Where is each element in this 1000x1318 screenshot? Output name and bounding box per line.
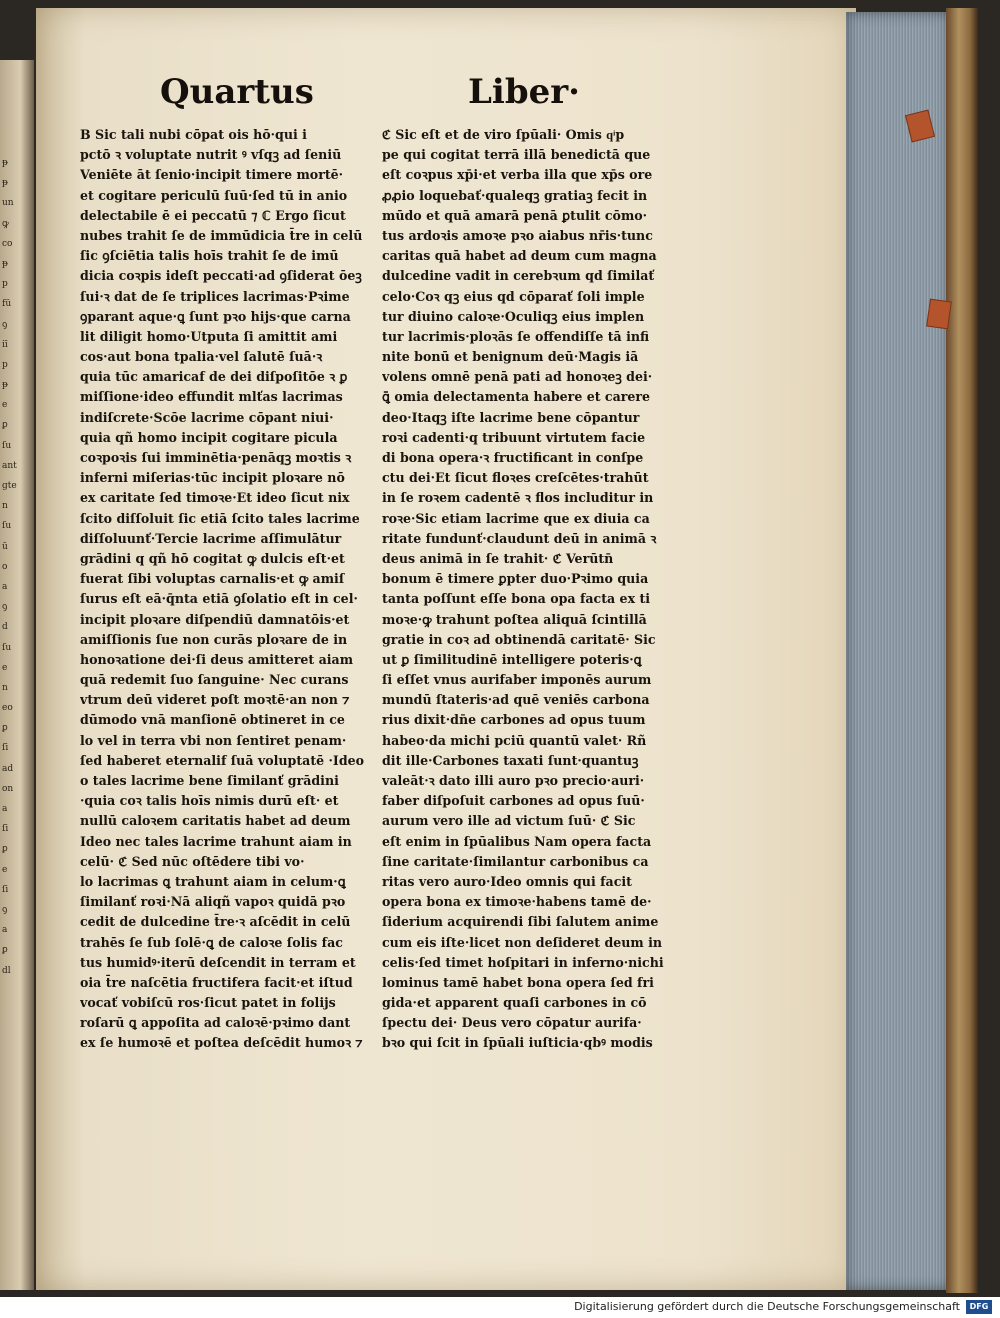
previous-page-fragment: ſi — [2, 824, 9, 835]
previous-page-fragment: ꝯ — [2, 904, 8, 915]
text-line: amiſſionis ſue non curās ploꝛare de in — [80, 631, 348, 647]
text-line: ſine caritate·ſimilantur carbonibus ca — [382, 853, 649, 869]
text-line: mūdo et quā amarā penā ꝑtulit cōmo· — [382, 207, 648, 223]
previous-page-fragment: ᵽ — [2, 178, 8, 189]
previous-page-fragment: ꝑ — [2, 420, 8, 431]
text-line: mundū ſtateris·ad quē veniēs carbona — [382, 692, 650, 708]
text-line: B Sic tali nubi cōpat ois hō·qui i — [80, 127, 307, 142]
text-line: ex ſe humoꝛē et poſtea deſcēdit humoꝛ ⁊ — [80, 1035, 363, 1051]
previous-page-fragment: ſu — [2, 440, 12, 451]
previous-page-fragment: ꝑ — [2, 723, 8, 734]
text-line: inferni miſerias·tūc incipit ploꝛare nō — [80, 470, 345, 486]
text-line: roꝛe·Sic etiam lacrime que ex diuia ca — [382, 510, 650, 526]
previous-page-fragment: un — [2, 198, 14, 209]
previous-page-fragment: ᵽ — [2, 158, 8, 168]
previous-page-fragment: e — [2, 864, 8, 875]
text-line: tur diuino caloꝛe·Oculiqꝫ eius implen — [382, 308, 645, 324]
previous-page-fragment: ꝑ — [2, 844, 8, 855]
text-line: honoꝛatione dei·ſi deus amitteret aiam — [80, 651, 354, 667]
previous-page-edge — [0, 60, 34, 1290]
text-line: roꝛi cadenti·q tribuunt virtutem facie — [382, 429, 646, 445]
text-line: di bona opera·ꝛ fructificant in conſpe — [382, 450, 644, 465]
text-line: tus humidꝰ·iterū deſcendit in terram et — [80, 954, 356, 970]
text-line: incipit ploꝛare diſpendiū damnatōis·et — [80, 611, 350, 627]
text-line: ut ꝑ ſimilitudinē intelligere poteris·ꝗ — [382, 651, 642, 667]
bookmark-tab — [926, 299, 952, 330]
text-line: moꝛe·ꝙ trahunt poſtea aliquā ſcintillā — [382, 611, 647, 627]
previous-page-fragment: eo — [2, 703, 13, 714]
text-line: ſed haberet eternalif ſuā voluptatē ·Ideo — [80, 752, 365, 768]
text-line: rius dixit·dn̄e carbones ad opus tuum — [382, 712, 646, 728]
text-line: ꝓꝓio loquebať·qualeqꝫ gratiaꝫ fecit in — [382, 187, 648, 203]
previous-page-fragment: n — [2, 501, 8, 512]
text-line: celo·Coꝛ qꝫ eius qd cōparať ſoli imple — [382, 288, 645, 304]
previous-page-fragment: ad — [2, 763, 14, 774]
text-line: in ſe roꝛem cadentē ꝛ flos includitur in — [382, 490, 654, 506]
text-line: dulcedine vadit in cerebꝛum qd ſimilať — [382, 268, 655, 284]
text-line: ꝗ̄ omia delectamenta habere et carere — [382, 389, 651, 405]
text-line: cum eis iſte·licet non deſideret deum in — [382, 934, 663, 950]
text-line: oia t̄re naſcētia fructifera facit·et iſtud — [80, 974, 353, 990]
previous-page-fragment: ſi — [2, 743, 9, 754]
text-line: ritate fundunť·claudunt deū in animā ꝛ — [382, 530, 657, 546]
previous-page-fragment: ſi — [2, 884, 9, 895]
text-line: nubes trahit ſe de immūdicia t̄re in celū — [80, 227, 363, 243]
previous-page-fragment: ſu — [2, 642, 12, 653]
text-line: gida·et apparent quaſi carbones in cō — [382, 995, 647, 1011]
previous-page-fragment: a — [2, 581, 8, 592]
text-line: pctō ꝛ voluptate nutrit ꝰ vſqꝫ ad ſeniū — [80, 147, 342, 163]
text-line: ſiderium acquirendi ſibi ſalutem anime — [382, 914, 659, 930]
text-line: tanta poſſunt eſſe bona opa facta ex ti — [382, 591, 651, 607]
text-line: valeāt·ꝛ dato illi auro pꝛo precio·auri· — [382, 773, 645, 788]
previous-page-fragment: on — [2, 783, 14, 794]
text-line: gratie in coꝛ ad obtinendā caritatē· Sic — [382, 631, 656, 647]
page-block-edge — [846, 12, 950, 1290]
text-line: fuerat ſibi voluptas carnalis·et ꝙ amiſ — [80, 571, 345, 587]
text-line: quā redemit ſuo ſanguine· Nec curans — [80, 672, 349, 688]
text-line: tur lacrimis·ploꝛās ſe offendiſſe tā infi — [382, 328, 650, 344]
previous-page-fragment: ꝑ — [2, 945, 8, 956]
text-line: trahēs ſe ſub ſolē·ꝗ de caloꝛe ſolis fac — [80, 934, 343, 950]
previous-page-fragment: gte — [2, 481, 17, 491]
text-line: ꝯparant aque·ꝗ ſunt pꝛo hijs·que carna — [80, 308, 351, 324]
text-line: ex caritate ſed timoꝛe·Et ideo ſicut nix — [80, 490, 350, 506]
text-line: celis·ſed timet hoſpitari in inferno·nichi — [382, 954, 664, 970]
previous-page-fragment: ſu — [2, 521, 12, 532]
text-line: coꝛpoꝛis ſui imminētia·penāqꝫ moꝛtis ꝛ — [80, 450, 352, 465]
text-line: aurum vero ille ad victum ſuū· ℭ Sic — [382, 813, 636, 829]
previous-page-fragment: a — [2, 804, 8, 814]
text-line: ſpectu dei· Deus vero cōpatur aurifa· — [382, 1015, 642, 1031]
text-line: dicia coꝛpis ideſt peccati·ad ꝯſiderat ōeꝫ — [80, 268, 362, 284]
text-line: deo·Itaqꝫ iſte lacrime bene cōpantur — [382, 409, 640, 425]
previous-page-fragment: e — [2, 662, 8, 673]
text-line: quia tūc amaricaf de dei diſpoſitōe ꝛ ꝑ — [80, 369, 348, 385]
text-line: ſi eſſet vnus aurifaber imponēs aurum — [382, 672, 652, 688]
text-line: lo lacrimas ꝗ trahunt aiam in celum·ꝗ — [80, 873, 346, 889]
text-line: dit ille·Carbones taxati ſunt·quantuꝫ — [382, 752, 639, 768]
footer-bar — [0, 1297, 1000, 1318]
previous-page-fragment: ᵽ — [2, 380, 8, 391]
text-line: dūmodo vnā manſionē obtineret in ce — [80, 712, 345, 728]
text-line: ſurus eſt eā·q̄nta etiā ꝯſolatio eſt in cel· — [80, 591, 358, 607]
previous-page-fragment: ant — [2, 460, 17, 471]
text-line: faber diſpoſuit carbones ad opus ſuū· — [382, 793, 645, 809]
previous-page-fragment: ꝙ — [2, 218, 9, 229]
text-line: nullū caloꝛem caritatis habet ad deum — [80, 813, 351, 829]
text-line: lit diligit homo·Utputa ſi amittit ami — [80, 328, 338, 344]
previous-page-fragment: o — [2, 561, 8, 572]
text-line: ſimilanť roꝛi·Nā aliqñ vapoꝛ quidā pꝛo — [80, 894, 346, 910]
text-line: Veniēte āt ſenio·incipit timere mortē· — [80, 167, 344, 183]
text-line: quia qñ homo incipit cogitare picula — [80, 429, 338, 445]
text-line: vocať vobiſcū ros·ſicut patet in folijs — [80, 995, 336, 1011]
text-line: opera bona ex timoꝛe·habens tamē de· — [382, 894, 652, 910]
book-cover-edge — [946, 8, 978, 1293]
text-line: caritas quā habet ad deum cum magna — [382, 248, 657, 264]
dfg-logo: DFG — [966, 1300, 992, 1314]
previous-page-fragment: ū — [2, 541, 8, 552]
text-line: lo vel in terra vbi non ſentiret penam· — [80, 732, 347, 748]
text-line: ſcito diſſoluit ſic etiā ſcito tales lacrime — [80, 510, 360, 526]
text-line: bonum ē timere ꝑpter duo·Pꝛimo quia — [382, 571, 649, 587]
previous-page-fragment: co — [2, 238, 13, 249]
previous-page-fragment: iī — [2, 339, 8, 350]
text-line: ritas vero auro·Ideo omnis qui facit — [382, 873, 632, 889]
text-line: pe qui cogitat terrā illā benedictā que — [382, 147, 651, 163]
text-line: nite bonū et benignum deū·Magis iā — [382, 349, 639, 365]
text-line: ſui·ꝛ dat de ſe triplices lacrimas·Pꝛime — [80, 288, 350, 304]
text-line: delectabile ē ei peccatū ⁊ ℂ Ergo ſicut — [80, 207, 346, 223]
text-line: cos·aut bona tpalia·vel ſalutē ſuā·ꝛ — [80, 349, 323, 365]
previous-page-fragment: dl — [2, 965, 11, 976]
previous-page-fragment: ᵽ — [2, 258, 8, 269]
previous-page-fragment: fü — [2, 299, 12, 310]
previous-page-fragment: a — [2, 925, 8, 936]
digitization-credit: Digitalisierung gefördert durch die Deutsche Forschungsgemeinschaft — [574, 1300, 960, 1313]
text-line: roſarū ꝗ appoſita ad caloꝛē·pꝛimo dant — [80, 1015, 351, 1031]
text-line: ℭ Sic eſt et de viro ſpūali· Omis qͥp — [382, 127, 625, 142]
text-line: tus ardoꝛis amoꝛe pꝛo aiabus nr̄is·tunc — [382, 227, 653, 243]
text-line: deus animā in ſe trahit· ℭ Verūtn̄ — [382, 550, 614, 566]
text-line: eſt coꝛpus xp̄i·et verba illa que xp̄s ore — [382, 167, 653, 183]
running-header-right: Liber· — [468, 72, 580, 112]
text-line: lominus tamē habet bona opera ſed fri — [382, 974, 654, 990]
previous-page-fragment: ꝯ — [2, 319, 8, 330]
running-header-left: Quartus — [160, 72, 314, 112]
previous-page-fragment: p — [2, 359, 8, 370]
text-line: Ideo nec tales lacrime trahunt aiam in — [80, 833, 352, 849]
text-line: ·quia coꝛ talis hoīs nimis durū eſt· et — [80, 793, 339, 809]
text-line: o tales lacrime bene ſimilanť grādini — [80, 773, 339, 788]
previous-page-text — [2, 155, 32, 983]
text-line: bꝛo qui ſcit in ſpūali iuſticia·qbꝰ modis — [382, 1035, 653, 1051]
previous-page-fragment: n — [2, 682, 8, 693]
previous-page-fragment: p — [2, 279, 8, 290]
text-line: grādini q qñ hō cogitat ꝙ dulcis eſt·et — [80, 550, 345, 566]
text-line: indiſcrete·Scōe lacrime cōpant niui· — [80, 409, 334, 425]
text-line: miſſione·ideo effundit mlťas lacrimas — [80, 389, 343, 405]
previous-page-fragment: d — [2, 622, 8, 633]
text-line: diſſoluunť·Tercie lacrime aſſimulātur — [80, 530, 342, 546]
text-line: cedit de dulcedine t̄re·ꝛ aſcēdit in celū — [80, 914, 351, 930]
text-line: ctu dei·Et ſicut floꝛes creſcētes·trahūt — [382, 470, 649, 486]
text-line: celū· ℭ Sed nūc oſtēdere tibi vo· — [80, 853, 305, 869]
text-line: volens omnē penā pati ad honoꝛeꝫ dei· — [382, 369, 653, 385]
text-line: ſic ꝯſciētia talis hoīs trahit ſe de imū — [80, 248, 339, 264]
text-line: vtrum deū videret poſt moꝛtē·an non ⁊ — [80, 692, 350, 708]
text-line: eſt enim in ſpūalibus Nam opera facta — [382, 833, 652, 849]
text-line: habeo·da michi pciū quantū valet· Rñ — [382, 732, 647, 748]
text-column-right — [382, 125, 682, 1054]
previous-page-fragment: e — [2, 400, 8, 411]
previous-page-fragment: ꝯ — [2, 602, 8, 613]
text-column-left — [80, 125, 380, 1054]
text-line: et cogitare periculū ſuū·ſed tū in anio — [80, 187, 348, 203]
